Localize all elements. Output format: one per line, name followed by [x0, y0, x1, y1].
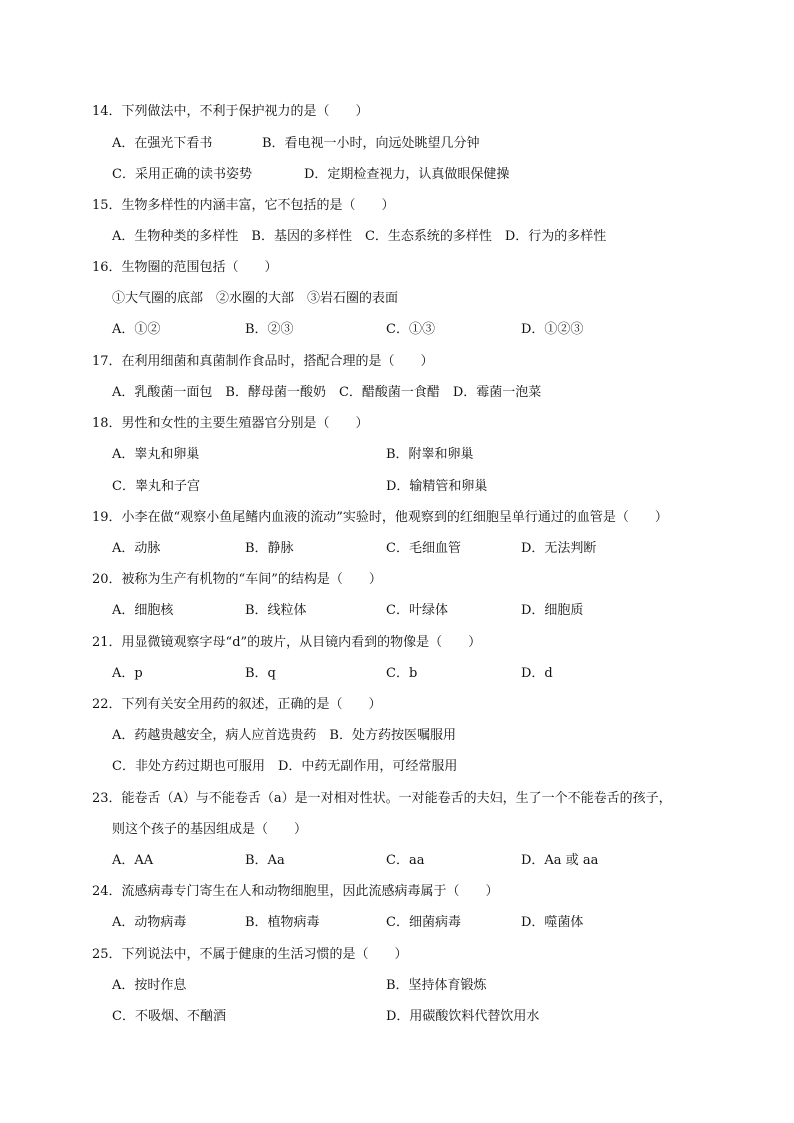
question-21-option-a: A．p — [112, 666, 143, 681]
question-25-option-d: D．用碳酸饮料代替饮用水 — [386, 1009, 540, 1024]
question-25-option-c: C．不吸烟、不酗酒 — [112, 1009, 226, 1024]
question-14-option-b: B．看电视一小时，向远处眺望几分钟 — [262, 136, 480, 151]
question-25-option-b: B．坚持体育锻炼 — [386, 978, 487, 993]
question-19-stem: 19．小李在做“观察小鱼尾鳍内血液的流动”实验时，他观察到的红细胞呈单行通过的血管是（ ） — [92, 510, 668, 525]
question-23-stem: 23．能卷舌（A）与不能卷舌（a）是一对相对性状。一对能卷舌的夫妇，生了一个不能卷舌的孩子， — [92, 791, 672, 806]
question-21-option-b: B．q — [245, 666, 276, 681]
question-20-option-a: A．细胞核 — [112, 603, 174, 618]
question-22-options-line-1: A．药越贵越安全，病人应首选贵药 B．处方药按医嘱服用 — [112, 728, 456, 743]
question-23-option-b: B．Aa — [245, 853, 285, 868]
question-23-option-c: C．aa — [386, 853, 425, 868]
question-23-stem-continued: 则这个孩子的基因组成是（ ） — [112, 822, 308, 837]
question-18-option-b: B．附睾和卵巢 — [386, 447, 474, 462]
question-16-option-b: B．②③ — [245, 322, 294, 337]
question-23-option-d: D．Aa 或 aa — [521, 853, 599, 868]
question-24-option-d: D．噬菌体 — [521, 915, 584, 930]
question-14-option-c: C．采用正确的读书姿势 — [112, 167, 252, 182]
question-16-option-a: A．①② — [112, 322, 161, 337]
question-16-stem: 16．生物圈的范围包括（ ） — [92, 260, 278, 275]
question-22-stem: 22．下列有关安全用药的叙述，正确的是（ ） — [92, 697, 382, 712]
question-20-option-c: C．叶绿体 — [386, 603, 448, 618]
question-19-option-d: D．无法判断 — [521, 541, 597, 556]
question-15-stem: 15．生物多样性的内涵丰富，它不包括的是（ ） — [92, 198, 395, 213]
question-18-stem: 18．男性和女性的主要生殖器官分别是（ ） — [92, 416, 369, 431]
question-16-option-c: C．①③ — [386, 322, 435, 337]
question-21-option-d: D．d — [521, 666, 553, 681]
question-18-option-d: D．输精管和卵巢 — [386, 479, 488, 494]
question-17-options: A．乳酸菌一面包 B．酵母菌一酸奶 C．醋酸菌一食醋 D．霉菌一泡菜 — [112, 385, 542, 400]
question-23-option-a: A．AA — [112, 853, 154, 868]
question-15-options: A．生物种类的多样性 B．基因的多样性 C．生态系统的多样性 D．行为的多样性 — [112, 229, 607, 244]
question-20-option-d: D．细胞质 — [521, 603, 584, 618]
question-21-stem: 21．用显微镜观察字母“d”的玻片，从目镜内看到的物像是（ ） — [92, 635, 482, 650]
question-24-option-b: B．植物病毒 — [245, 915, 320, 930]
question-16-option-d: D．①②③ — [521, 322, 584, 337]
question-14-option-a: A．在强光下看书 — [112, 136, 213, 151]
question-14-option-d: D．定期检查视力，认真做眼保健操 — [304, 167, 510, 182]
question-25-option-a: A．按时作息 — [112, 978, 187, 993]
question-24-stem: 24．流感病毒专门寄生在人和动物细胞里，因此流感病毒属于（ ） — [92, 884, 499, 899]
question-19-option-a: A．动脉 — [112, 541, 161, 556]
question-18-option-c: C．睾丸和子宫 — [112, 479, 200, 494]
question-25-stem: 25．下列说法中，不属于健康的生活习惯的是（ ） — [92, 947, 408, 962]
question-14-stem: 14．下列做法中，不利于保护视力的是（ ） — [92, 104, 369, 119]
question-22-options-line-2: C．非处方药过期也可服用 D．中药无副作用，可经常服用 — [112, 759, 458, 774]
question-24-option-a: A．动物病毒 — [112, 915, 187, 930]
question-21-option-c: C．b — [386, 666, 418, 681]
question-20-stem: 20．被称为生产有机物的“车间”的结构是（ ） — [92, 572, 382, 587]
question-16-extra: ①大气圈的底部 ②水圈的大部 ③岩石圈的表面 — [112, 291, 399, 306]
question-19-option-b: B．静脉 — [245, 541, 294, 556]
question-20-option-b: B．线粒体 — [245, 603, 307, 618]
question-24-option-c: C．细菌病毒 — [386, 915, 461, 930]
question-19-option-c: C．毛细血管 — [386, 541, 461, 556]
question-17-stem: 17．在利用细菌和真菌制作食品时，搭配合理的是（ ） — [92, 354, 434, 369]
question-18-option-a: A．睾丸和卵巢 — [112, 447, 200, 462]
